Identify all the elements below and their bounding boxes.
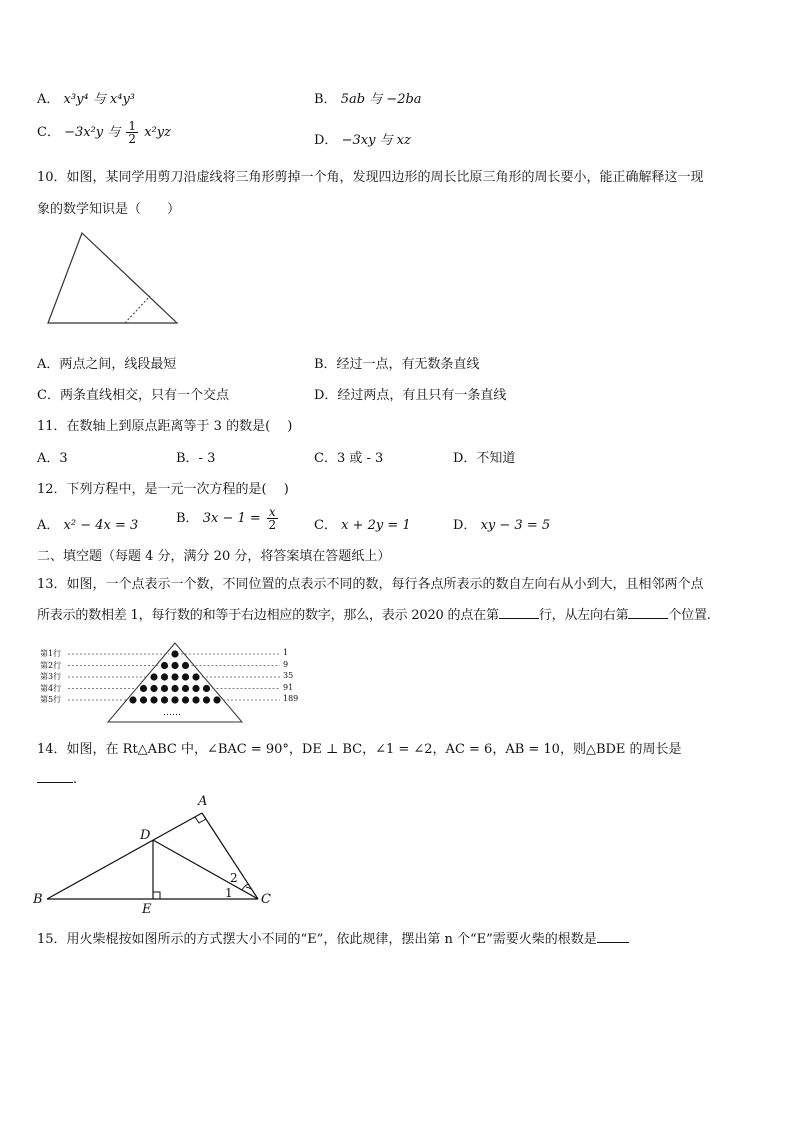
q13-line2-part2: 行，从左向右第 — [538, 608, 629, 623]
q14-line2 — [37, 770, 77, 787]
q13-line2-part3: 个位置. — [668, 608, 711, 623]
q9-option-c — [37, 120, 171, 145]
number-dot — [150, 673, 157, 680]
point-label-a: A — [198, 794, 208, 809]
point-label-e: E — [142, 902, 152, 917]
fraction-numerator: 1 — [128, 119, 137, 133]
number-dot — [203, 696, 210, 703]
section2-title: 二、填空题（每题 4 分，满分 20 分，将答案填在答题纸上） — [37, 549, 391, 564]
number-dot — [171, 673, 178, 680]
q9-option-c-post: x²yz — [144, 125, 171, 140]
q9-option-a-letter: A． — [37, 92, 60, 107]
right-angle-mark-e — [153, 892, 160, 899]
q13-line2-part1: 所表示的数相差 1，每行数的和等于右边相应的数字，那么，表示 2020 的点在第 — [37, 608, 499, 623]
number-dot — [161, 696, 168, 703]
number-dot — [140, 685, 147, 692]
number-dot — [192, 685, 199, 692]
row-sum: 9 — [283, 659, 289, 669]
angle-label-1: 1 — [225, 886, 233, 900]
q12-option-a-letter: A． — [37, 518, 60, 533]
q14-line1: 14．如图，在 Rt△ABC 中，∠BAC = 90°，DE ⊥ BC，∠1 = ∠2，AC = 6，AB = 10，则△BDE 的周长是 — [37, 742, 682, 757]
fraction-numerator: x — [268, 505, 276, 519]
q11-option-c: C．3 或 - 3 — [314, 451, 384, 466]
q13-answer-blank-position — [628, 606, 668, 619]
number-dot — [192, 673, 199, 680]
number-dot — [171, 662, 178, 669]
q10-option-d: D．经过两点，有且只有一条直线 — [314, 388, 507, 403]
q14-line2-end: . — [73, 772, 78, 787]
fraction-denominator: 2 — [128, 132, 137, 146]
q12-option-b-letter: B． — [176, 511, 199, 526]
number-dot — [140, 696, 147, 703]
q14-answer-blank — [37, 770, 73, 783]
number-dot — [161, 685, 168, 692]
number-dot — [182, 696, 189, 703]
q12-option-b-pre: 3x − 1 = — [202, 511, 261, 526]
q9-option-b-math: 5ab 与 −2ba — [340, 92, 422, 107]
q9-option-b-letter: B． — [314, 92, 337, 107]
q9-option-a-math: x³y⁴ 与 x⁴y³ — [63, 92, 135, 107]
right-angle-mark-a — [195, 817, 206, 823]
q12-option-d-letter: D． — [453, 518, 477, 533]
number-dot — [171, 685, 178, 692]
q9-option-c-letter: C． — [37, 125, 60, 140]
q12-option-c — [314, 514, 411, 533]
q9-option-d-letter: D． — [314, 133, 338, 148]
row-label: 第3行 — [40, 672, 62, 681]
q15-text: 15．用火柴棍按如图所示的方式摆大小不同的“E”，依此规律，摆出第 n 个“E”需要火柴的根数是 — [37, 932, 597, 947]
number-dot — [213, 696, 220, 703]
q12-option-a — [37, 514, 138, 533]
point-label-d: D — [140, 828, 151, 843]
segment-ba — [47, 813, 202, 899]
number-dot — [161, 662, 168, 669]
number-dot — [192, 696, 199, 703]
q10-stem-line2: 象的数学知识是（ ） — [37, 202, 181, 217]
triangle-outline — [48, 233, 177, 323]
q12-option-d — [453, 514, 550, 533]
angle-label-2: 2 — [230, 871, 238, 885]
q14-figure-lines — [30, 794, 280, 919]
q11-option-b: B．- 3 — [176, 451, 216, 466]
row-label: 第4行 — [40, 683, 62, 693]
number-dot — [150, 685, 157, 692]
number-dot — [182, 685, 189, 692]
q9-option-a — [37, 88, 135, 107]
row-sum: 189 — [283, 694, 299, 703]
number-dot — [161, 673, 168, 680]
q15-answer-blank — [597, 930, 629, 943]
q15-line1 — [37, 928, 629, 947]
number-dot — [171, 696, 178, 703]
row-label: 第5行 — [40, 695, 62, 704]
q10-option-a: A．两点之间，线段最短 — [37, 357, 177, 372]
q9-option-b — [314, 88, 422, 107]
row-sum: 1 — [283, 648, 289, 657]
q13-dot-triangle-figure — [40, 640, 310, 726]
q12-stem: 12．下列方程中，是一元一次方程的是( ) — [37, 482, 289, 497]
q11-option-a: A．3 — [37, 451, 68, 466]
q11-stem: 11．在数轴上到原点距离等于 3 的数是( ) — [37, 419, 293, 434]
q9-option-d-math: −3xy 与 xz — [341, 133, 411, 148]
row-sum: 35 — [283, 671, 294, 680]
q11-option-d: D．不知道 — [453, 451, 516, 466]
number-dot — [182, 662, 189, 669]
q9-option-d — [314, 129, 411, 148]
q12-option-a-math: x² − 4x = 3 — [63, 518, 139, 533]
row-label: 第2行 — [40, 660, 62, 670]
q12-option-b-fraction — [267, 506, 278, 531]
number-dot — [171, 650, 178, 657]
q12-option-c-letter: C． — [314, 518, 337, 533]
number-dot — [203, 685, 210, 692]
number-dot — [182, 673, 189, 680]
q13-line2 — [37, 604, 711, 623]
q10-triangle-figure — [40, 228, 185, 328]
q9-option-c-fraction — [126, 120, 138, 145]
q10-option-b: B．经过一点，有无数条直线 — [314, 357, 480, 372]
point-label-b: B — [33, 892, 43, 907]
q13-ellipsis: …… — [163, 708, 181, 718]
row-sum: 91 — [283, 682, 294, 692]
q14-triangle-figure — [30, 794, 280, 919]
q12-option-b — [176, 506, 280, 531]
segment-dc — [153, 840, 258, 899]
q13-answer-blank-row — [499, 606, 539, 619]
q9-option-c-pre: −3x²y 与 — [64, 125, 121, 140]
cut-dashed-line — [125, 296, 150, 323]
q13-line1: 13．如图，一个点表示一个数，不同位置的点表示不同的数，每行各点所表示的数自左向右从小到大，且相邻两个点 — [37, 577, 704, 592]
q12-option-c-math: x + 2y = 1 — [341, 518, 411, 533]
number-dot — [150, 696, 157, 703]
q12-option-d-math: xy − 3 = 5 — [480, 518, 551, 533]
row-label: 第1行 — [40, 649, 62, 658]
q10-option-c: C．两条直线相交，只有一个交点 — [37, 388, 229, 403]
q10-stem-line1: 10．如图，某同学用剪刀沿虚线将三角形剪掉一个角，发现四边形的周长比原三角形的周长要小，能正确解释这一现 — [37, 170, 704, 185]
point-label-c: C — [261, 892, 271, 907]
number-dot — [129, 696, 136, 703]
fraction-denominator: 2 — [268, 518, 277, 532]
